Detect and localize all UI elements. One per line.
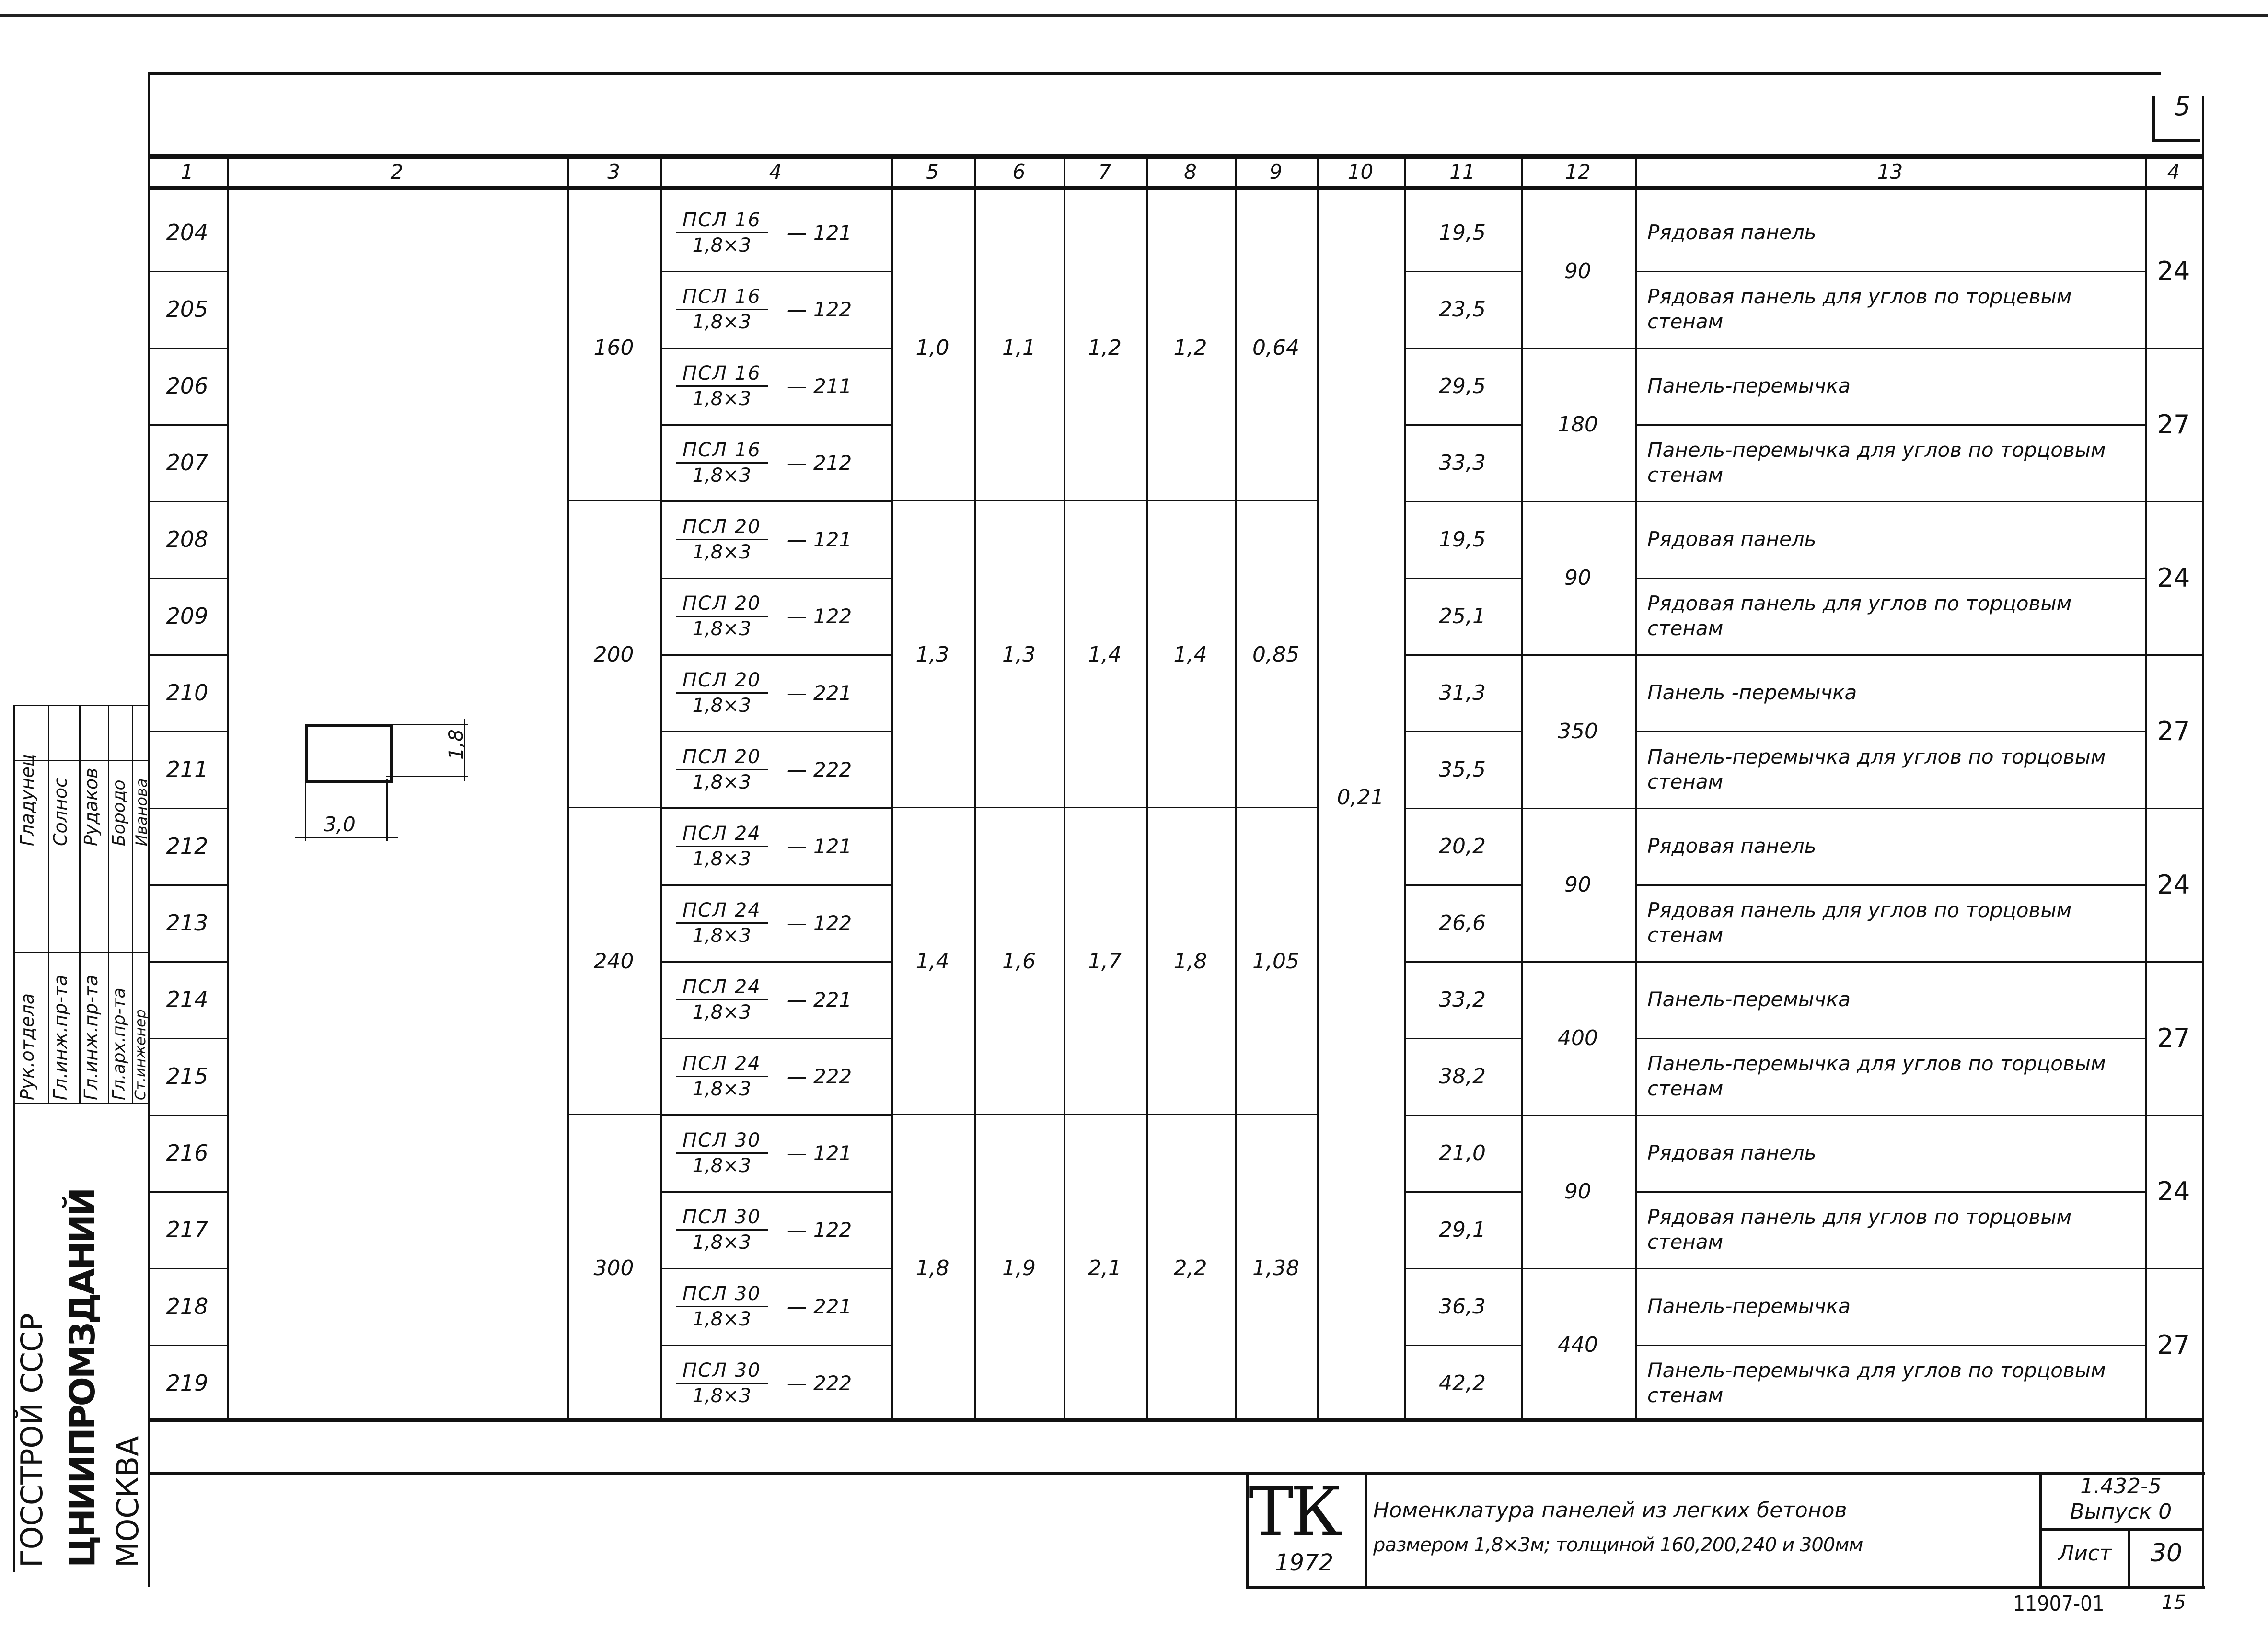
mark-suffix: — 122 — [787, 1218, 852, 1242]
group-c8: 1,8 — [1173, 949, 1207, 974]
mark-numerator: ПСЛ 30 — [676, 1206, 768, 1231]
sheet-top-edge — [0, 14, 2268, 17]
panel-description: Панель-перемычка — [1647, 988, 1851, 1011]
group-c9: 0,64 — [1252, 335, 1299, 360]
mark-numerator: ПСЛ 24 — [676, 899, 768, 924]
weight-value: 29,1 — [1439, 1217, 1486, 1242]
mark-denominator: 1,8×3 — [692, 311, 752, 333]
mark-denominator: 1,8×3 — [692, 1078, 752, 1100]
mark-fraction — [676, 823, 768, 870]
tb-divider — [1365, 1472, 1367, 1587]
frame-right-edge — [2202, 96, 2204, 1587]
row-number: 204 — [166, 220, 208, 245]
mark-denominator: 1,8×3 — [692, 1231, 752, 1254]
stamp-col — [48, 705, 49, 1103]
panel-mark — [676, 808, 887, 884]
stamp-name-3: Рудаков — [81, 767, 102, 846]
mark-denominator: 1,8×3 — [692, 1384, 752, 1407]
panel-mark — [676, 271, 887, 348]
row-number: 207 — [166, 450, 208, 476]
panel-description: Рядовая панель — [1647, 527, 1817, 551]
mark-denominator: 1,8×3 — [692, 234, 752, 256]
mark-suffix: — 221 — [787, 988, 852, 1011]
mark-denominator: 1,8×3 — [692, 924, 752, 947]
group-c6: 1,6 — [1002, 949, 1036, 974]
mark-numerator: ПСЛ 20 — [676, 669, 768, 694]
row-number: 208 — [166, 526, 208, 552]
col-divider — [227, 154, 229, 1420]
sketch-height-label: 1,8 — [445, 729, 467, 760]
row-number: 216 — [166, 1140, 208, 1166]
footer-code: 11907-01 — [2013, 1592, 2105, 1616]
panel-mark — [676, 884, 887, 961]
weight-value: 21,0 — [1439, 1140, 1486, 1165]
panel-mark — [676, 1268, 887, 1345]
sheet-corner-label: 5 — [2174, 91, 2191, 121]
weight-value: 23,5 — [1439, 297, 1486, 322]
mark-suffix: — 121 — [787, 527, 852, 551]
mark-fraction — [676, 516, 768, 563]
col10-value: 0,21 — [1337, 785, 1384, 810]
dim-ext-line — [386, 779, 388, 841]
dim-ext-line — [386, 776, 468, 777]
stamp-name-1: Гладунец — [17, 754, 38, 846]
weight-value: 20,2 — [1439, 834, 1486, 859]
col-header-14: 4 — [2167, 160, 2180, 184]
header-bottom-rule — [148, 186, 2204, 190]
frame-top-line — [148, 72, 2161, 75]
stamp-name-2: Солнос — [50, 777, 71, 846]
col-header-12: 12 — [1565, 160, 1591, 184]
mark-fraction — [676, 593, 768, 640]
col12-value: 90 — [1564, 872, 1591, 897]
group-c6: 1,3 — [1002, 642, 1036, 667]
mark-numerator: ПСЛ 16 — [676, 439, 768, 464]
panel-mark — [676, 1191, 887, 1268]
mark-numerator: ПСЛ 24 — [676, 976, 768, 1000]
panel-mark — [676, 731, 887, 808]
mark-fraction — [676, 362, 768, 410]
dim-ext-line — [386, 724, 468, 725]
mark-denominator: 1,8×3 — [692, 1308, 752, 1330]
group-thickness: 200 — [593, 642, 634, 667]
mark-fraction — [676, 1283, 768, 1330]
mark-fraction — [676, 1129, 768, 1177]
panel-mark — [676, 961, 887, 1038]
group-c7: 1,2 — [1088, 335, 1122, 360]
group-c8: 1,4 — [1173, 642, 1207, 667]
group-c5: 1,0 — [915, 335, 949, 360]
mark-suffix: — 122 — [787, 911, 852, 935]
group-thickness: 160 — [593, 335, 634, 360]
stamp-role-5: Ст.инженер — [132, 1009, 149, 1100]
col14-value: 27 — [2157, 1023, 2190, 1053]
weight-value: 26,6 — [1439, 910, 1486, 935]
panel-description: Панель-перемычка для углов по торцовым стенам — [1647, 1359, 2106, 1407]
group-c6: 1,1 — [1002, 335, 1036, 360]
mark-suffix: — 121 — [787, 834, 852, 858]
mark-fraction — [676, 1360, 768, 1407]
weight-value: 33,3 — [1439, 450, 1486, 475]
weight-value: 29,5 — [1439, 373, 1486, 398]
col-header-7: 7 — [1098, 160, 1111, 184]
weight-value: 19,5 — [1439, 220, 1486, 245]
mark-numerator: ПСЛ 20 — [676, 516, 768, 540]
footer-mark: 15 — [2162, 1592, 2186, 1614]
mark-denominator: 1,8×3 — [692, 617, 752, 640]
sketch-width-label: 3,0 — [324, 813, 356, 836]
mark-suffix: — 212 — [787, 451, 852, 475]
title-year: 1972 — [1275, 1549, 1334, 1576]
sheet-number: 30 — [2150, 1539, 2183, 1568]
stamp-role-2: Гл.инж.пр-та — [50, 975, 71, 1100]
weight-value: 36,3 — [1439, 1294, 1486, 1319]
group-c9: 1,38 — [1252, 1255, 1299, 1280]
row-number: 218 — [166, 1293, 208, 1319]
group-c5: 1,3 — [915, 642, 949, 667]
mark-fraction — [676, 439, 768, 487]
col-header-8: 8 — [1184, 160, 1197, 184]
row-number: 212 — [166, 833, 208, 859]
mark-fraction — [676, 899, 768, 947]
col12-value: 400 — [1558, 1025, 1598, 1050]
stamp-city: МОСКВА — [110, 1436, 145, 1568]
col-header-6: 6 — [1012, 160, 1026, 184]
mark-fraction — [676, 669, 768, 717]
col-header-13: 13 — [1877, 160, 1903, 184]
mark-denominator: 1,8×3 — [692, 464, 752, 487]
col12-value: 90 — [1564, 258, 1591, 283]
panel-mark — [676, 501, 887, 578]
col-header-5: 5 — [926, 160, 939, 184]
mark-numerator: ПСЛ 16 — [676, 286, 768, 310]
group-c7: 1,4 — [1088, 642, 1122, 667]
panel-mark — [676, 1115, 887, 1191]
weight-value: 25,1 — [1439, 604, 1486, 628]
panel-description: Панель -перемычка — [1647, 681, 1857, 704]
mark-fraction — [676, 746, 768, 793]
row-number: 211 — [166, 756, 208, 782]
group-c9: 1,05 — [1252, 949, 1299, 974]
panel-mark — [676, 424, 887, 501]
group-c6: 1,9 — [1002, 1255, 1036, 1280]
dim-line-width — [295, 837, 398, 838]
mark-suffix: — 121 — [787, 221, 852, 244]
mark-numerator: ПСЛ 16 — [676, 209, 768, 233]
row-number: 210 — [166, 680, 208, 706]
panel-mark — [676, 1038, 887, 1115]
mark-numerator: ПСЛ 30 — [676, 1360, 768, 1384]
group-thickness: 240 — [593, 949, 634, 974]
row-number: 214 — [166, 987, 208, 1012]
col-header-9: 9 — [1269, 160, 1283, 184]
stamp-institute: ЦНИИПРОМЗДАНИЙ — [62, 1189, 103, 1568]
group-c7: 2,1 — [1088, 1255, 1122, 1280]
stamp-role-4: Гл.арх.пр-та — [109, 988, 129, 1100]
mark-numerator: ПСЛ 20 — [676, 746, 768, 770]
panel-description: Панель-перемычка для углов по торцовым стенам — [1647, 438, 2106, 487]
row-number: 215 — [166, 1063, 208, 1089]
stamp-role-1: Рук.отдела — [17, 993, 38, 1100]
col12-value: 90 — [1564, 565, 1591, 590]
weight-value: 42,2 — [1439, 1371, 1486, 1395]
group-thickness: 300 — [593, 1255, 634, 1280]
weight-value: 19,5 — [1439, 527, 1486, 552]
group-c9: 0,85 — [1252, 642, 1299, 667]
group-c5: 1,8 — [915, 1255, 949, 1280]
panel-description: Рядовая панель для углов по торцовым стенам — [1647, 1205, 2072, 1254]
mark-denominator: 1,8×3 — [692, 694, 752, 717]
panel-description: Рядовая панель для углов по торцевым стенам — [1647, 285, 2072, 333]
stamp-rule — [13, 705, 148, 706]
col-header-2: 2 — [390, 160, 404, 184]
weight-value: 33,2 — [1439, 987, 1486, 1012]
mark-suffix: — 122 — [787, 297, 852, 321]
col14-value: 24 — [2157, 869, 2190, 900]
stamp-name-5: Иванова — [132, 778, 150, 846]
title-line-1: Номенклатура панелей из легких бетонов — [1373, 1498, 1847, 1522]
col12-value: 350 — [1558, 719, 1598, 744]
mark-numerator: ПСЛ 16 — [676, 362, 768, 387]
col-header-10: 10 — [1347, 160, 1374, 184]
mark-suffix: — 121 — [787, 1141, 852, 1165]
col14-value: 24 — [2157, 256, 2190, 286]
col14-value: 24 — [2157, 1176, 2190, 1207]
stamp-role-3: Гл.инж.пр-та — [81, 975, 102, 1100]
weight-value: 35,5 — [1439, 757, 1486, 782]
dim-ext-line — [305, 779, 306, 841]
panel-description: Рядовая панель для углов по торцовым стенам — [1647, 898, 2072, 947]
panel-description: Панель-перемычка для углов по торцовым стенам — [1647, 1052, 2106, 1100]
panel-description: Рядовая панель для углов по торцовым стенам — [1647, 592, 2072, 640]
group-c7: 1,7 — [1088, 949, 1122, 974]
panel-mark — [676, 578, 887, 654]
mark-denominator: 1,8×3 — [692, 387, 752, 410]
mark-denominator: 1,8×3 — [692, 541, 752, 563]
stamp-ministry: ГОССТРОЙ СССР — [14, 1313, 49, 1568]
col12-value: 440 — [1558, 1332, 1598, 1357]
col14-value: 27 — [2157, 716, 2190, 746]
panel-mark — [676, 194, 887, 271]
col14-value: 27 — [2157, 1329, 2190, 1360]
col14-value: 27 — [2157, 409, 2190, 440]
mark-denominator: 1,8×3 — [692, 848, 752, 870]
panel-mark — [676, 348, 887, 424]
mark-numerator: ПСЛ 30 — [676, 1283, 768, 1307]
mark-fraction — [676, 286, 768, 333]
mark-denominator: 1,8×3 — [692, 1154, 752, 1177]
panel-description: Рядовая панель — [1647, 221, 1817, 244]
row-number: 206 — [166, 373, 208, 399]
col-header-11: 11 — [1449, 160, 1475, 184]
panel-description: Рядовая панель — [1647, 1141, 1817, 1164]
col12-value: 90 — [1564, 1179, 1591, 1204]
col-header-1: 1 — [181, 160, 194, 184]
col12-value: 180 — [1558, 412, 1598, 437]
mark-suffix: — 222 — [787, 1064, 852, 1088]
weight-value: 31,3 — [1439, 680, 1486, 705]
sheet-label: Лист — [2058, 1541, 2112, 1566]
panel-mark — [676, 1345, 887, 1421]
mark-numerator: ПСЛ 24 — [676, 823, 768, 847]
series-number: 1.432-5 — [2080, 1474, 2162, 1499]
stamp-rule — [13, 952, 148, 953]
sheet-corner-mark — [2152, 91, 2200, 142]
mark-denominator: 1,8×3 — [692, 771, 752, 793]
group-c8: 2,2 — [1173, 1255, 1207, 1280]
row-number: 209 — [166, 603, 208, 629]
panel-description: Панель-перемычка для углов по торцовым стенам — [1647, 745, 2106, 793]
mark-fraction — [676, 1206, 768, 1254]
row-number: 217 — [166, 1217, 208, 1243]
mark-numerator: ПСЛ 30 — [676, 1129, 768, 1154]
tb-divider — [2039, 1528, 2202, 1531]
mark-fraction — [676, 976, 768, 1023]
panel-description: Рядовая панель — [1647, 834, 1817, 858]
title-line-2: размером 1,8×3м; толщиной 160,200,240 и 300мм — [1373, 1534, 1863, 1556]
panel-description: Панель-перемычка — [1647, 1294, 1851, 1318]
stamp-name-4: Бородо — [109, 779, 129, 846]
issue-number: Выпуск 0 — [2070, 1499, 2172, 1524]
mark-suffix: — 221 — [787, 681, 852, 705]
col-header-3: 3 — [607, 160, 620, 184]
mark-suffix: — 222 — [787, 1371, 852, 1395]
panel-sketch-rectangle — [305, 724, 393, 783]
mark-suffix: — 221 — [787, 1294, 852, 1318]
tk-logo: ТК — [1249, 1473, 1340, 1551]
group-c8: 1,2 — [1173, 335, 1207, 360]
row-number: 219 — [166, 1370, 208, 1396]
stamp-rule — [13, 1103, 148, 1104]
col-divider — [660, 154, 662, 1420]
panel-description: Панель-перемычка — [1647, 374, 1851, 397]
col-header-4: 4 — [769, 160, 782, 184]
row-number: 213 — [166, 910, 208, 936]
row-number: 205 — [166, 296, 208, 322]
group-c5: 1,4 — [915, 949, 949, 974]
mark-suffix: — 222 — [787, 757, 852, 781]
mark-fraction — [676, 1053, 768, 1100]
weight-value: 38,2 — [1439, 1064, 1486, 1089]
mark-numerator: ПСЛ 24 — [676, 1053, 768, 1077]
col14-value: 24 — [2157, 562, 2190, 593]
mark-suffix: — 122 — [787, 604, 852, 628]
mark-numerator: ПСЛ 20 — [676, 593, 768, 617]
mark-suffix: — 211 — [787, 374, 852, 398]
mark-denominator: 1,8×3 — [692, 1001, 752, 1023]
panel-mark — [676, 654, 887, 731]
mark-fraction — [676, 209, 768, 256]
